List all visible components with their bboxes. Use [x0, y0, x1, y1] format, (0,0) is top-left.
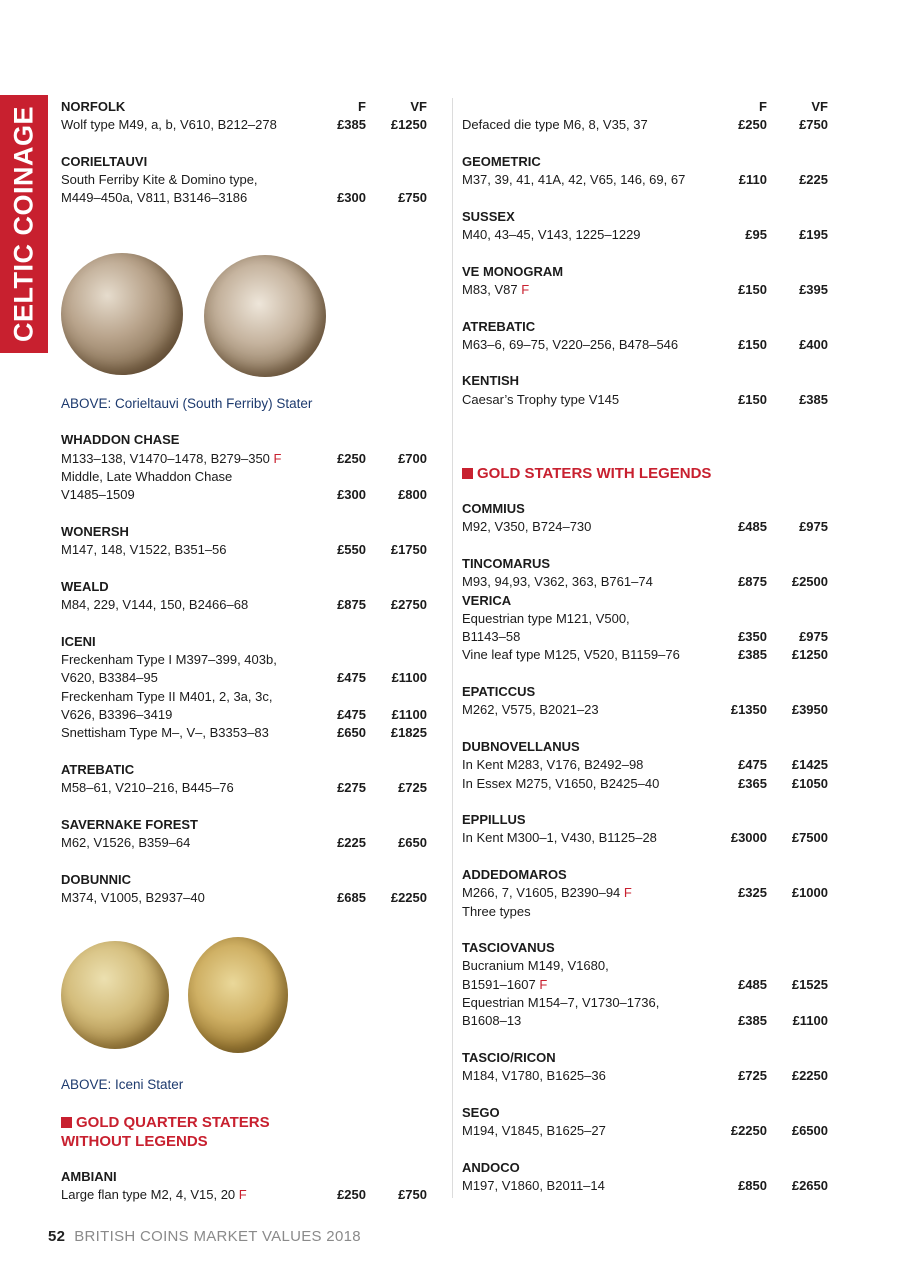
price-vf: £225 [799, 172, 828, 188]
price-f: £475 [337, 706, 366, 722]
price-row [462, 829, 828, 847]
price-f: £150 [738, 391, 767, 407]
coin-photo-corieltauvi [61, 208, 427, 395]
price-vf: £750 [398, 190, 427, 206]
price-vf: £1425 [791, 757, 828, 773]
page-footer [48, 1228, 361, 1245]
row-description: Vine leaf type M125, V520, B1159–76 [462, 647, 680, 663]
row-description: M37, 39, 41, 41A, 42, V65, 146, 69, 67 [462, 172, 686, 188]
price-row [462, 1067, 828, 1085]
price-vf: £975 [799, 629, 828, 645]
row-description: M63–6, 69–75, V220–256, B478–546 [462, 336, 679, 352]
row-description: South Ferriby Kite & Domino type, [61, 172, 258, 188]
row-description: M262, V575, B2021–23 [462, 702, 599, 718]
price-vf: £3950 [791, 702, 828, 718]
price-f: £1350 [730, 702, 767, 718]
column-header-row [462, 98, 828, 116]
section-side-tab [0, 95, 48, 353]
row-description: V1485–1509 [61, 487, 135, 503]
side-tab-label: CELTIC COINAGE [8, 106, 39, 342]
price-row [462, 573, 828, 591]
price-row [61, 724, 427, 742]
whaddon-chase-title: WHADDON CHASE [61, 432, 180, 448]
row-description: Snettisham Type M–, V–, B3353–83 [61, 725, 269, 741]
price-row [462, 281, 828, 299]
price-f: £875 [738, 574, 767, 590]
description-line [61, 171, 427, 189]
verica-title: VERICA [462, 592, 512, 608]
price-row [61, 669, 427, 687]
price-f: £475 [738, 757, 767, 773]
price-row [462, 391, 828, 409]
row-description: M197, V1860, B2011–14 [462, 1178, 605, 1194]
price-vf: £195 [799, 227, 828, 243]
row-description: Equestrian M154–7, V1730–1736, [462, 995, 660, 1011]
row-description: Three types [462, 903, 531, 919]
price-row [61, 486, 427, 504]
row-description: In Essex M275, V1650, B2425–40 [462, 775, 660, 791]
price-row [462, 884, 828, 902]
row-description: In Kent M283, V176, B2492–98 [462, 757, 644, 773]
price-vf: £650 [398, 834, 427, 850]
row-description: Caesar’s Trophy type V145 [462, 391, 620, 407]
price-row [61, 116, 427, 134]
price-f: £485 [738, 976, 767, 992]
savernake-forest-title: SAVERNAKE FOREST [61, 816, 198, 832]
price-vf: £1525 [791, 976, 828, 992]
price-f: £3000 [730, 830, 767, 846]
price-row [61, 706, 427, 724]
row-description: Freckenham Type I M397–399, 403b, [61, 651, 277, 667]
publication-title: BRITISH COINS MARKET VALUES 2018 [74, 1228, 361, 1245]
col-header-vf: VF [811, 99, 828, 114]
footnote-flag: F [539, 976, 548, 992]
price-f: £250 [337, 1186, 366, 1202]
price-f: £150 [738, 281, 767, 297]
epaticcus-title: EPATICCUS [462, 684, 536, 700]
dobunnic-title: DOBUNNIC [61, 871, 132, 887]
price-f: £110 [738, 172, 767, 188]
section-heading: GOLD QUARTER STATERS [61, 1113, 427, 1132]
row-description: V626, B3396–3419 [61, 706, 173, 722]
col-header-vf: VF [410, 99, 427, 114]
price-vf: £395 [799, 281, 828, 297]
coin-photo-iceni [61, 907, 427, 1076]
price-f: £385 [337, 117, 366, 133]
price-f: £550 [337, 542, 366, 558]
row-description: M374, V1005, B2937–40 [61, 889, 205, 905]
price-f: £325 [738, 885, 767, 901]
weald-title: WEALD [61, 578, 109, 594]
photo-caption: ABOVE: Corieltauvi (South Ferriby) Stater [61, 395, 313, 411]
price-f: £385 [738, 1013, 767, 1029]
iceni-title: ICENI [61, 633, 96, 649]
row-description: Defaced die type M6, 8, V35, 37 [462, 117, 648, 133]
row-description: M184, V1780, B1625–36 [462, 1068, 606, 1084]
row-description: Middle, Late Whaddon Chase [61, 468, 233, 484]
price-f: £650 [337, 725, 366, 741]
kentish-title: KENTISH [462, 373, 520, 389]
price-f: £475 [337, 670, 366, 686]
row-description: M93, 94,93, V362, 363, B761–74 [462, 574, 653, 590]
price-row [462, 775, 828, 793]
price-row [462, 1177, 828, 1195]
row-description: V620, B3384–95 [61, 670, 158, 686]
coin-reverse-image [204, 255, 326, 377]
wonersh-title: WONERSH [61, 523, 129, 539]
row-description: M83, V87 [462, 281, 522, 297]
norfolk-title: NORFOLK [61, 99, 126, 114]
price-f: £95 [745, 227, 767, 243]
price-f: £300 [337, 487, 366, 503]
price-vf: £385 [799, 391, 828, 407]
footnote-flag: F [273, 450, 282, 466]
price-row [61, 1186, 427, 1204]
price-f: £300 [337, 190, 366, 206]
tasciovanus-title: TASCIOVANUS [462, 940, 555, 956]
price-vf: £6500 [791, 1123, 828, 1139]
ambiani-title: AMBIANI [61, 1168, 117, 1184]
footnote-flag: F [238, 1186, 247, 1202]
price-f: £250 [337, 450, 366, 466]
price-f: £250 [738, 117, 767, 133]
price-f: £850 [738, 1178, 767, 1194]
section-heading-line2: WITHOUT LEGENDS [61, 1132, 208, 1150]
price-f: £725 [738, 1068, 767, 1084]
row-description: M92, V350, B724–730 [462, 519, 592, 535]
row-description: Large flan type M2, 4, V15, 20 [61, 1186, 239, 1202]
price-vf: £1250 [791, 647, 828, 663]
price-vf: £400 [799, 336, 828, 352]
red-square-bullet [61, 1117, 72, 1128]
corieltauvi-title: CORIELTAUVI [61, 153, 148, 169]
dubnovellanus-title: DUBNOVELLANUS [462, 738, 580, 754]
footnote-flag: F [623, 885, 632, 901]
tincomarus-title: TINCOMARUS [462, 555, 551, 571]
price-f: £485 [738, 519, 767, 535]
price-row [61, 189, 427, 207]
row-description: Wolf type M49, a, b, V610, B212–278 [61, 117, 277, 133]
row-description: Freckenham Type II M401, 2, 3a, 3c, [61, 688, 273, 704]
price-f: £350 [738, 629, 767, 645]
price-vf: £1100 [391, 706, 427, 722]
price-row [462, 1012, 828, 1030]
price-vf: £2750 [390, 597, 427, 613]
price-vf: £750 [398, 1186, 427, 1202]
row-description: M58–61, V210–216, B445–76 [61, 780, 234, 796]
price-row [462, 226, 828, 244]
price-vf: £1000 [791, 885, 828, 901]
price-row [61, 779, 427, 797]
price-vf: £800 [398, 487, 427, 503]
price-vf: £700 [398, 450, 427, 466]
tascio-ricon-title: TASCIO/RICON [462, 1049, 556, 1065]
price-vf: £1100 [792, 1013, 828, 1029]
description-line [462, 957, 828, 975]
footnote-flag: F [521, 281, 530, 297]
description-line [462, 610, 828, 628]
price-row [61, 450, 427, 468]
price-vf: £1825 [390, 725, 427, 741]
row-description: M266, 7, V1605, B2390–94 [462, 885, 624, 901]
description-line [462, 903, 828, 921]
price-f: £275 [337, 780, 366, 796]
price-row [462, 756, 828, 774]
right-column [462, 98, 828, 1195]
price-row [61, 541, 427, 559]
price-vf: £975 [799, 519, 828, 535]
price-row [462, 336, 828, 354]
section-heading: GOLD STATERS WITH LEGENDS [462, 464, 828, 483]
coin-obverse-image [61, 941, 169, 1049]
price-vf: £2250 [390, 889, 427, 905]
price-row [61, 889, 427, 907]
price-row [462, 976, 828, 994]
row-description: M133–138, V1470–1478, B279–350 [61, 450, 274, 466]
price-vf: £2650 [791, 1178, 828, 1194]
price-f: £875 [337, 597, 366, 613]
coin-obverse-image [61, 253, 183, 375]
price-row [462, 518, 828, 536]
atrebatic-title: ATREBATIC [61, 761, 135, 777]
price-row [462, 701, 828, 719]
commius-title: COMMIUS [462, 501, 525, 517]
price-f: £365 [738, 775, 767, 791]
photo-caption: ABOVE: Iceni Stater [61, 1077, 184, 1093]
row-description: In Kent M300–1, V430, B1125–28 [462, 830, 657, 846]
price-f: £2250 [730, 1123, 767, 1139]
row-description: M194, V1845, B1625–27 [462, 1123, 606, 1139]
coin-reverse-image [188, 937, 288, 1053]
price-row [462, 1122, 828, 1140]
col-header-f: F [358, 99, 366, 114]
price-vf: £2250 [791, 1068, 828, 1084]
price-vf: £1100 [391, 670, 427, 686]
andoco-title: ANDOCO [462, 1159, 520, 1175]
row-description: M62, V1526, B359–64 [61, 834, 191, 850]
description-line [462, 994, 828, 1012]
page-number: 52 [48, 1228, 66, 1245]
col-header-f: F [759, 99, 767, 114]
price-vf: £1050 [791, 775, 828, 791]
eppillus-title: EPPILLUS [462, 812, 526, 828]
row-description: M449–450a, V811, B3146–3186 [61, 190, 248, 206]
addedomaros-title: ADDEDOMAROS [462, 866, 567, 882]
description-line [61, 468, 427, 486]
price-row [61, 596, 427, 614]
price-row [462, 628, 828, 646]
sussex-title: SUSSEX [462, 208, 515, 224]
geometric-title: GEOMETRIC [462, 153, 541, 169]
row-description: M40, 43–45, V143, 1225–1229 [462, 227, 641, 243]
row-description: B1591–1607 [462, 976, 540, 992]
norfolk-header-row [61, 98, 427, 116]
description-line [61, 688, 427, 706]
column-divider [452, 98, 453, 1198]
row-description: B1608–13 [462, 1013, 522, 1029]
description-line [61, 651, 427, 669]
row-description: M147, 148, V1522, B351–56 [61, 542, 227, 558]
price-row [61, 834, 427, 852]
price-vf: £725 [398, 780, 427, 796]
price-f: £225 [337, 834, 366, 850]
row-description: Equestrian type M121, V500, [462, 610, 630, 626]
price-vf: £1750 [390, 542, 427, 558]
price-vf: £750 [799, 117, 828, 133]
price-vf: £7500 [791, 830, 828, 846]
row-description: M84, 229, V144, 150, B2466–68 [61, 597, 249, 613]
atrebatic-title: ATREBATIC [462, 318, 536, 334]
price-f: £685 [337, 889, 366, 905]
row-description: Bucranium M149, V1680, [462, 958, 609, 974]
price-vf: £2500 [791, 574, 828, 590]
price-row [462, 646, 828, 664]
price-f: £385 [738, 647, 767, 663]
red-square-bullet [462, 468, 473, 479]
price-row [462, 116, 828, 134]
price-row [462, 171, 828, 189]
sego-title: SEGO [462, 1104, 500, 1120]
row-description: B1143–58 [462, 629, 521, 645]
ve-monogram-title: VE MONOGRAM [462, 263, 564, 279]
price-vf: £1250 [390, 117, 427, 133]
left-column [61, 98, 427, 1204]
price-f: £150 [738, 336, 767, 352]
